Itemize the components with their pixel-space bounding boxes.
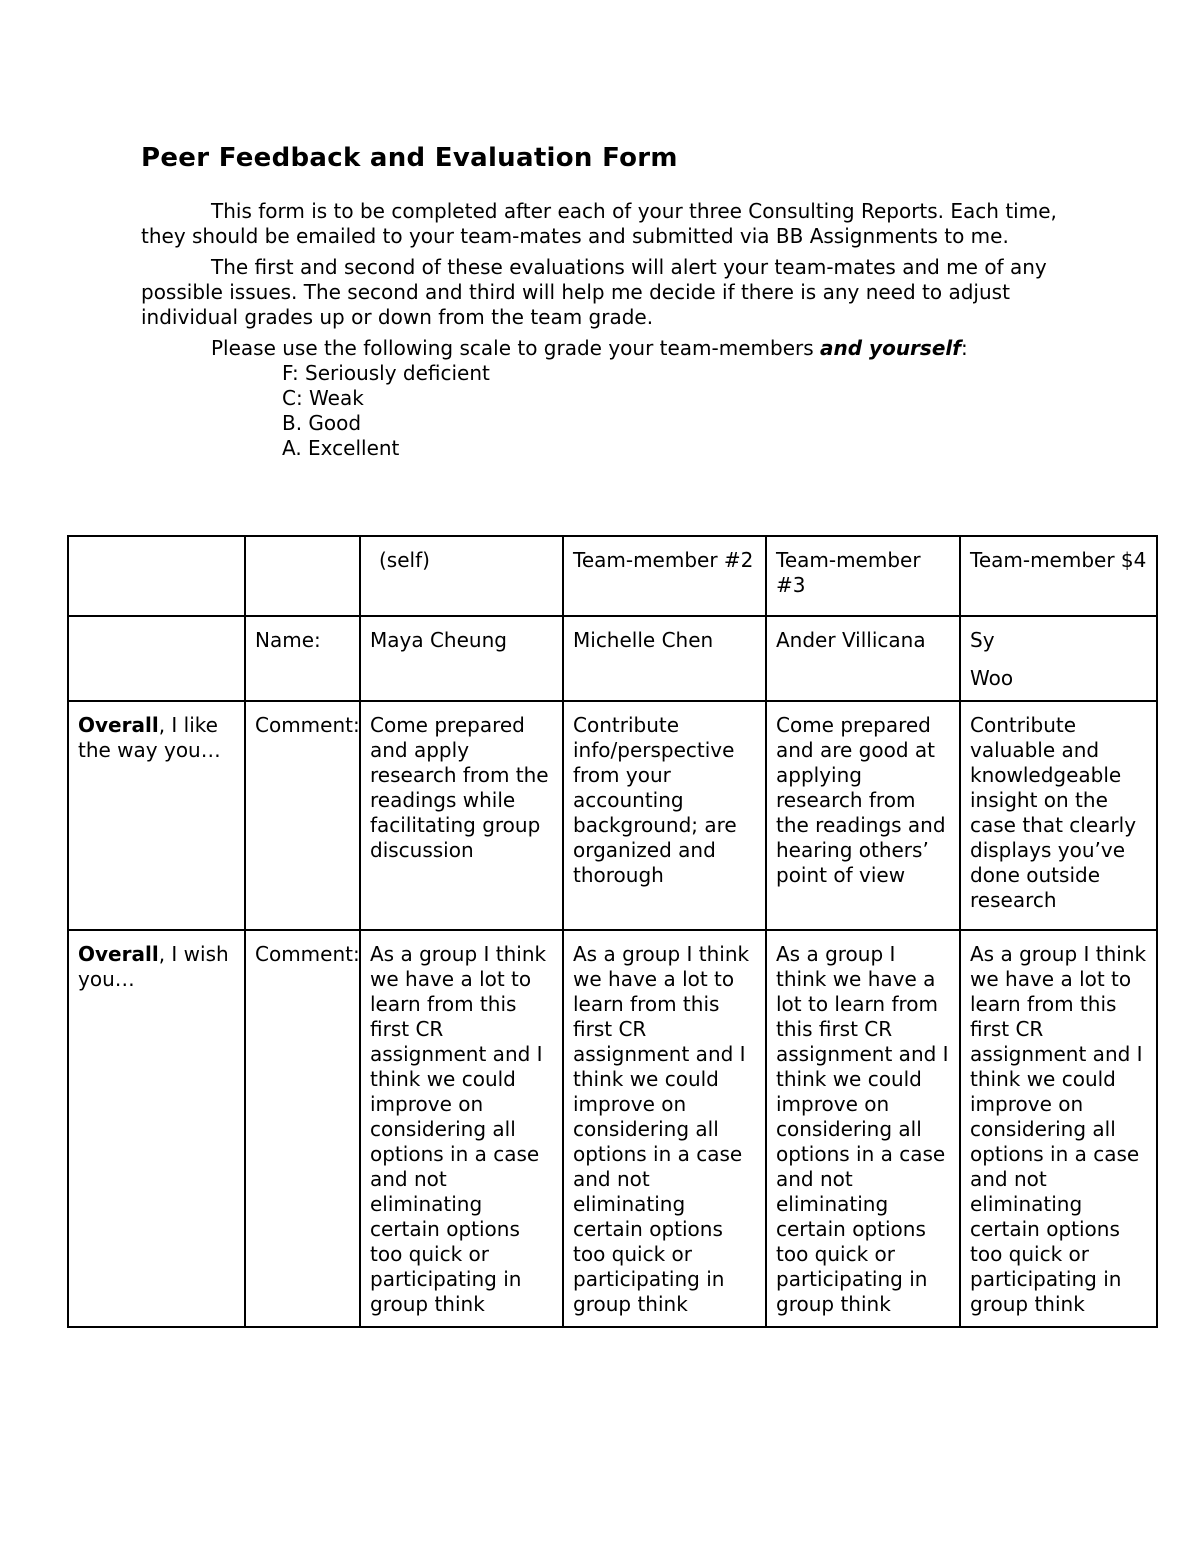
scale-instruction-emphasis: and yourself (820, 336, 961, 360)
grading-scale-list (141, 361, 1071, 461)
name-field-member-3[interactable] (766, 616, 960, 701)
name-field-member-4[interactable] (960, 616, 1157, 701)
row-label-overall-like (68, 701, 245, 930)
scale-item-f: F: Seriously deficient (282, 361, 490, 385)
scale-item-c: C: Weak (282, 386, 364, 410)
table-row-names (68, 616, 1157, 701)
row-label-overall-wish (68, 930, 245, 1327)
header-cell-member-3: Team-member #3 (766, 536, 960, 616)
row-label-rest: , I wish you… (78, 942, 229, 991)
scale-instruction: Please use the following scale to grade your team-members (211, 336, 821, 360)
table-row-overall-wish (68, 930, 1157, 1327)
names-row-label-empty (68, 616, 245, 701)
name-text: Woo (970, 666, 1014, 690)
comment-field-member-2[interactable]: Contribute info/perspective from your accounting background; are organized and thorough (563, 701, 766, 930)
header-cell-empty (68, 536, 245, 616)
comment-field-member-3[interactable]: Come prepared and are good at applying research from the readings and hearing others’ point of view (766, 701, 960, 930)
header-cell-member-2: Team-member #2 (563, 536, 766, 616)
name-text: Michelle Chen (573, 628, 714, 652)
table-row-overall-like (68, 701, 1157, 930)
comment-field-self[interactable]: As a group I think we have a lot to learn from this first CR assignment and I think we could improve on considering all options in a case and not eliminating certain options too quick or participating in group think (360, 930, 563, 1327)
intro-paragraph-1: This form is to be completed after each of your three Consulting Reports. Each time, they should be emailed to your team-mates and submitted via BB Assignments to me. (141, 199, 1057, 248)
comment-field-self[interactable]: Come prepared and apply research from the readings while facilitating group discussion (360, 701, 563, 930)
comment-field-member-4[interactable]: As a group I think we have a lot to learn from this first CR assignment and I think we could improve on considering all options in a case and not eliminating certain options too quick or participating in group think (960, 930, 1157, 1327)
comment-field-member-3[interactable]: As a group I think we have a lot to learn from this first CR assignment and I think we could improve on considering all options in a case and not eliminating certain options too quick or participating in group think (766, 930, 960, 1327)
name-field-member-2[interactable] (563, 616, 766, 701)
scale-item-b: B. Good (282, 411, 362, 435)
intro-section (141, 199, 1071, 461)
name-text: Ander Villicana (776, 628, 926, 652)
name-label: Name: (245, 616, 360, 701)
intro-paragraph-3 (141, 336, 1071, 361)
header-cell-self: (self) (360, 536, 563, 616)
evaluation-table (67, 535, 1158, 1328)
scale-instruction-end: : (960, 336, 968, 360)
table-header-row (68, 536, 1157, 616)
intro-paragraph-2: The first and second of these evaluations will alert your team-mates and me of any possible issues. The second and third will help me decide if there is any need to adjust individual grades up or down from the team grade. (141, 255, 1047, 329)
name-text: Maya Cheung (370, 628, 507, 652)
page-title: Peer Feedback and Evaluation Form (141, 143, 678, 173)
header-cell-empty (245, 536, 360, 616)
comment-field-member-2[interactable]: As a group I think we have a lot to learn from this first CR assignment and I think we could improve on considering all options in a case and not eliminating certain options too quick or participating in group think (563, 930, 766, 1327)
comment-label: Comment: (245, 701, 360, 930)
header-cell-member-4: Team-member $4 (960, 536, 1157, 616)
row-label-bold: Overall (78, 942, 159, 966)
row-label-rest: , I like the way you… (78, 713, 221, 762)
name-text: Sy (970, 628, 995, 652)
scale-item-a: A. Excellent (282, 436, 400, 460)
comment-label: Comment: (245, 930, 360, 1327)
row-label-bold: Overall (78, 713, 159, 737)
name-field-self[interactable] (360, 616, 563, 701)
comment-field-member-4[interactable]: Contribute valuable and knowledgeable insight on the case that clearly displays you’ve done outside research (960, 701, 1157, 930)
